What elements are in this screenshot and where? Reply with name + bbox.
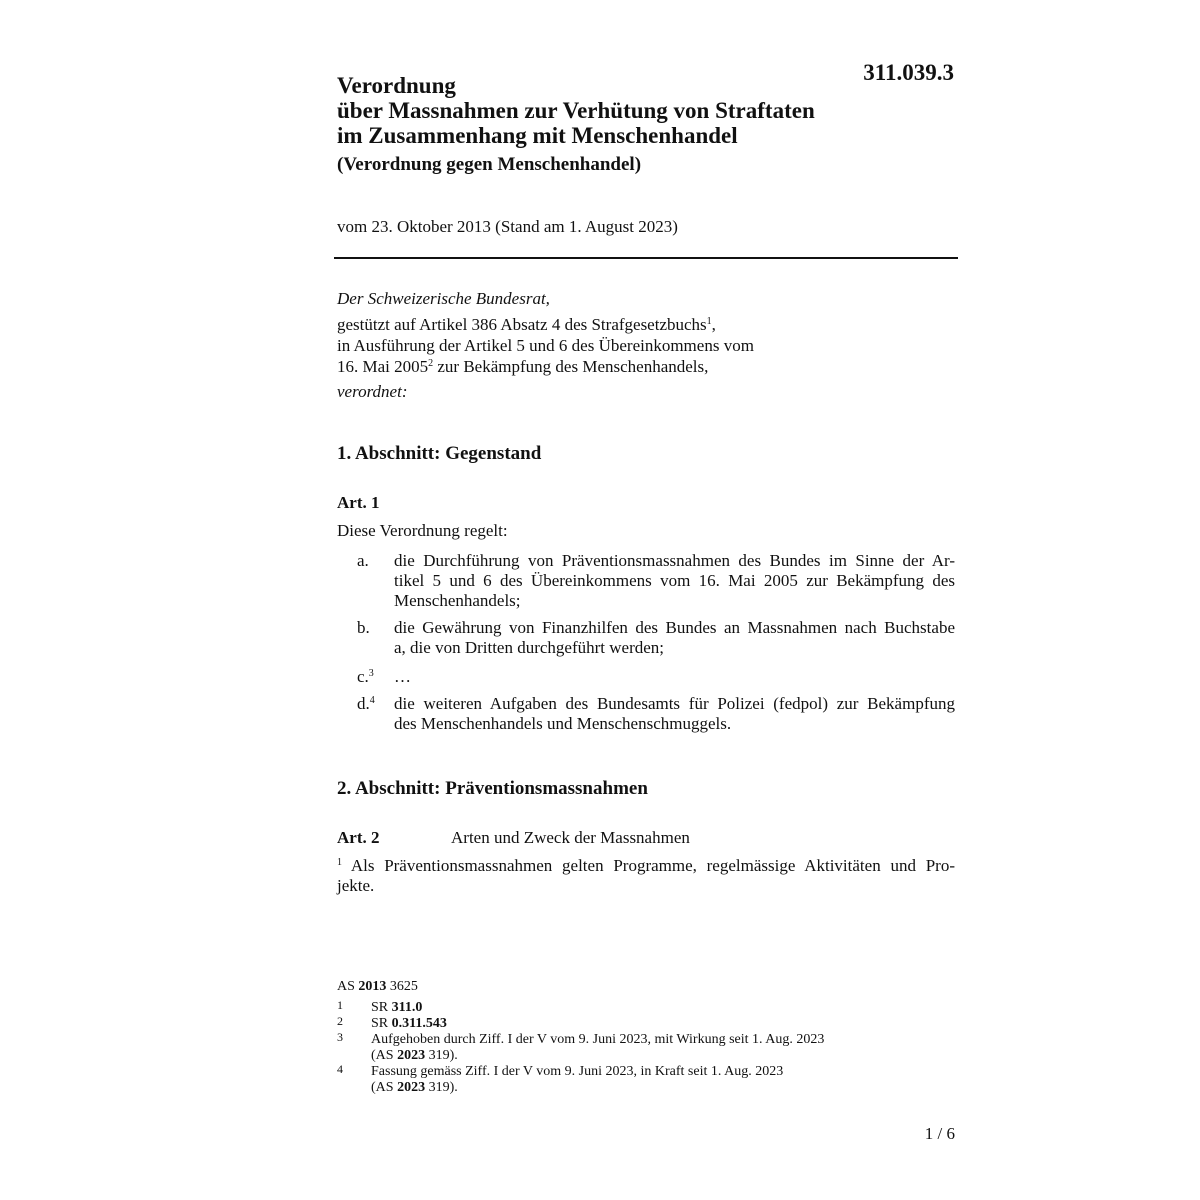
title-line-3: im Zusammenhang mit Menschenhandel	[337, 123, 738, 148]
article-2-paragraph-1: $^1$ Als Präventionsmassnahmen gelten Programme, regelmässige Aktivitäten und Pro- jekte.	[337, 856, 955, 895]
item-c-label: c.$^3$	[357, 667, 374, 686]
footnote-2-text: SR 0.311.543	[371, 1016, 447, 1031]
item-d-label: d.$^4$	[357, 694, 375, 713]
short-title: (Verordnung gegen Menschenhandel)	[337, 154, 642, 175]
footnote-4-text: Fassung gemäss Ziff. I der V vom 9. Juni 2023, in Kraft seit 1. Aug. 2023 (AS 2023 319).	[371, 1064, 784, 1095]
preamble-decree: verordnet:	[337, 382, 408, 401]
section-2-heading: 2. Abschnitt: Präventionsmassnahmen	[337, 778, 648, 799]
footnote-2-number: 2	[337, 1014, 343, 1028]
title-line-1: Verordnung	[337, 73, 456, 98]
as-citation: AS 2013 3625	[337, 979, 418, 994]
section-1-heading: 1. Abschnitt: Gegenstand	[337, 443, 542, 464]
footnote-1-number: 1	[337, 998, 343, 1012]
item-a-text: die Durchführung von Präventionsmassnahmen des Bundes im Sinne der Ar- tikel 5 und 6 des Übereinkommens vom 16. Mai 2005 zur Bekämpfung des Menschenhandels;	[394, 551, 955, 610]
footnote-ref-4[interactable]: 4	[369, 695, 375, 706]
article-1-label: Art. 1	[337, 493, 380, 512]
article-2-label: Art. 2	[337, 828, 380, 847]
article-2-title: Arten und Zweck der Massnahmen	[451, 828, 690, 847]
item-b-label: b.	[357, 618, 370, 637]
preamble-convention-line: 16. Mai 2005$^2$ zur Bekämpfung des Menschenhandels,	[337, 357, 709, 376]
item-c-text: …	[394, 667, 411, 686]
footnote-1-text: SR 311.0	[371, 1000, 423, 1015]
footnote-ref-1[interactable]: 1	[706, 316, 712, 327]
footnote-3-text: Aufgehoben durch Ziff. I der V vom 9. Juni 2023, mit Wirkung seit 1. Aug. 2023 (AS 2023 319).	[371, 1032, 825, 1063]
footnote-3-number: 3	[337, 1030, 343, 1044]
item-b-text: die Gewährung von Finanzhilfen des Bundes an Massnahmen nach Buchstabe a, die von Dritten durchgeführt werden;	[394, 618, 955, 657]
footnote-ref-2[interactable]: 2	[428, 358, 434, 369]
preamble-authority: Der Schweizerische Bundesrat,	[337, 289, 550, 308]
footnote-ref-3[interactable]: 3	[368, 668, 374, 679]
item-a-label: a.	[357, 551, 369, 570]
item-d-text: die weiteren Aufgaben des Bundesamts für Polizei (fedpol) zur Bekämpfung des Menschenhandels und Menschenschmuggels.	[394, 694, 955, 733]
page-number: 1 / 6	[924, 1124, 955, 1143]
article-1-intro: Diese Verordnung regelt:	[337, 521, 508, 540]
header-divider	[334, 257, 958, 259]
footnote-4-number: 4	[337, 1062, 343, 1076]
title-line-2: über Massnahmen zur Verhütung von Straftaten	[337, 98, 815, 123]
preamble-execution-line: in Ausführung der Artikel 5 und 6 des Übereinkommens vom	[337, 336, 754, 355]
sr-number: 311.039.3	[863, 60, 954, 85]
date-line: vom 23. Oktober 2013 (Stand am 1. August 2023)	[337, 217, 678, 236]
paragraph-number: 1	[337, 857, 342, 868]
preamble-legal-basis: gestützt auf Artikel 386 Absatz 4 des Strafgesetzbuchs$^1$,	[337, 315, 716, 334]
